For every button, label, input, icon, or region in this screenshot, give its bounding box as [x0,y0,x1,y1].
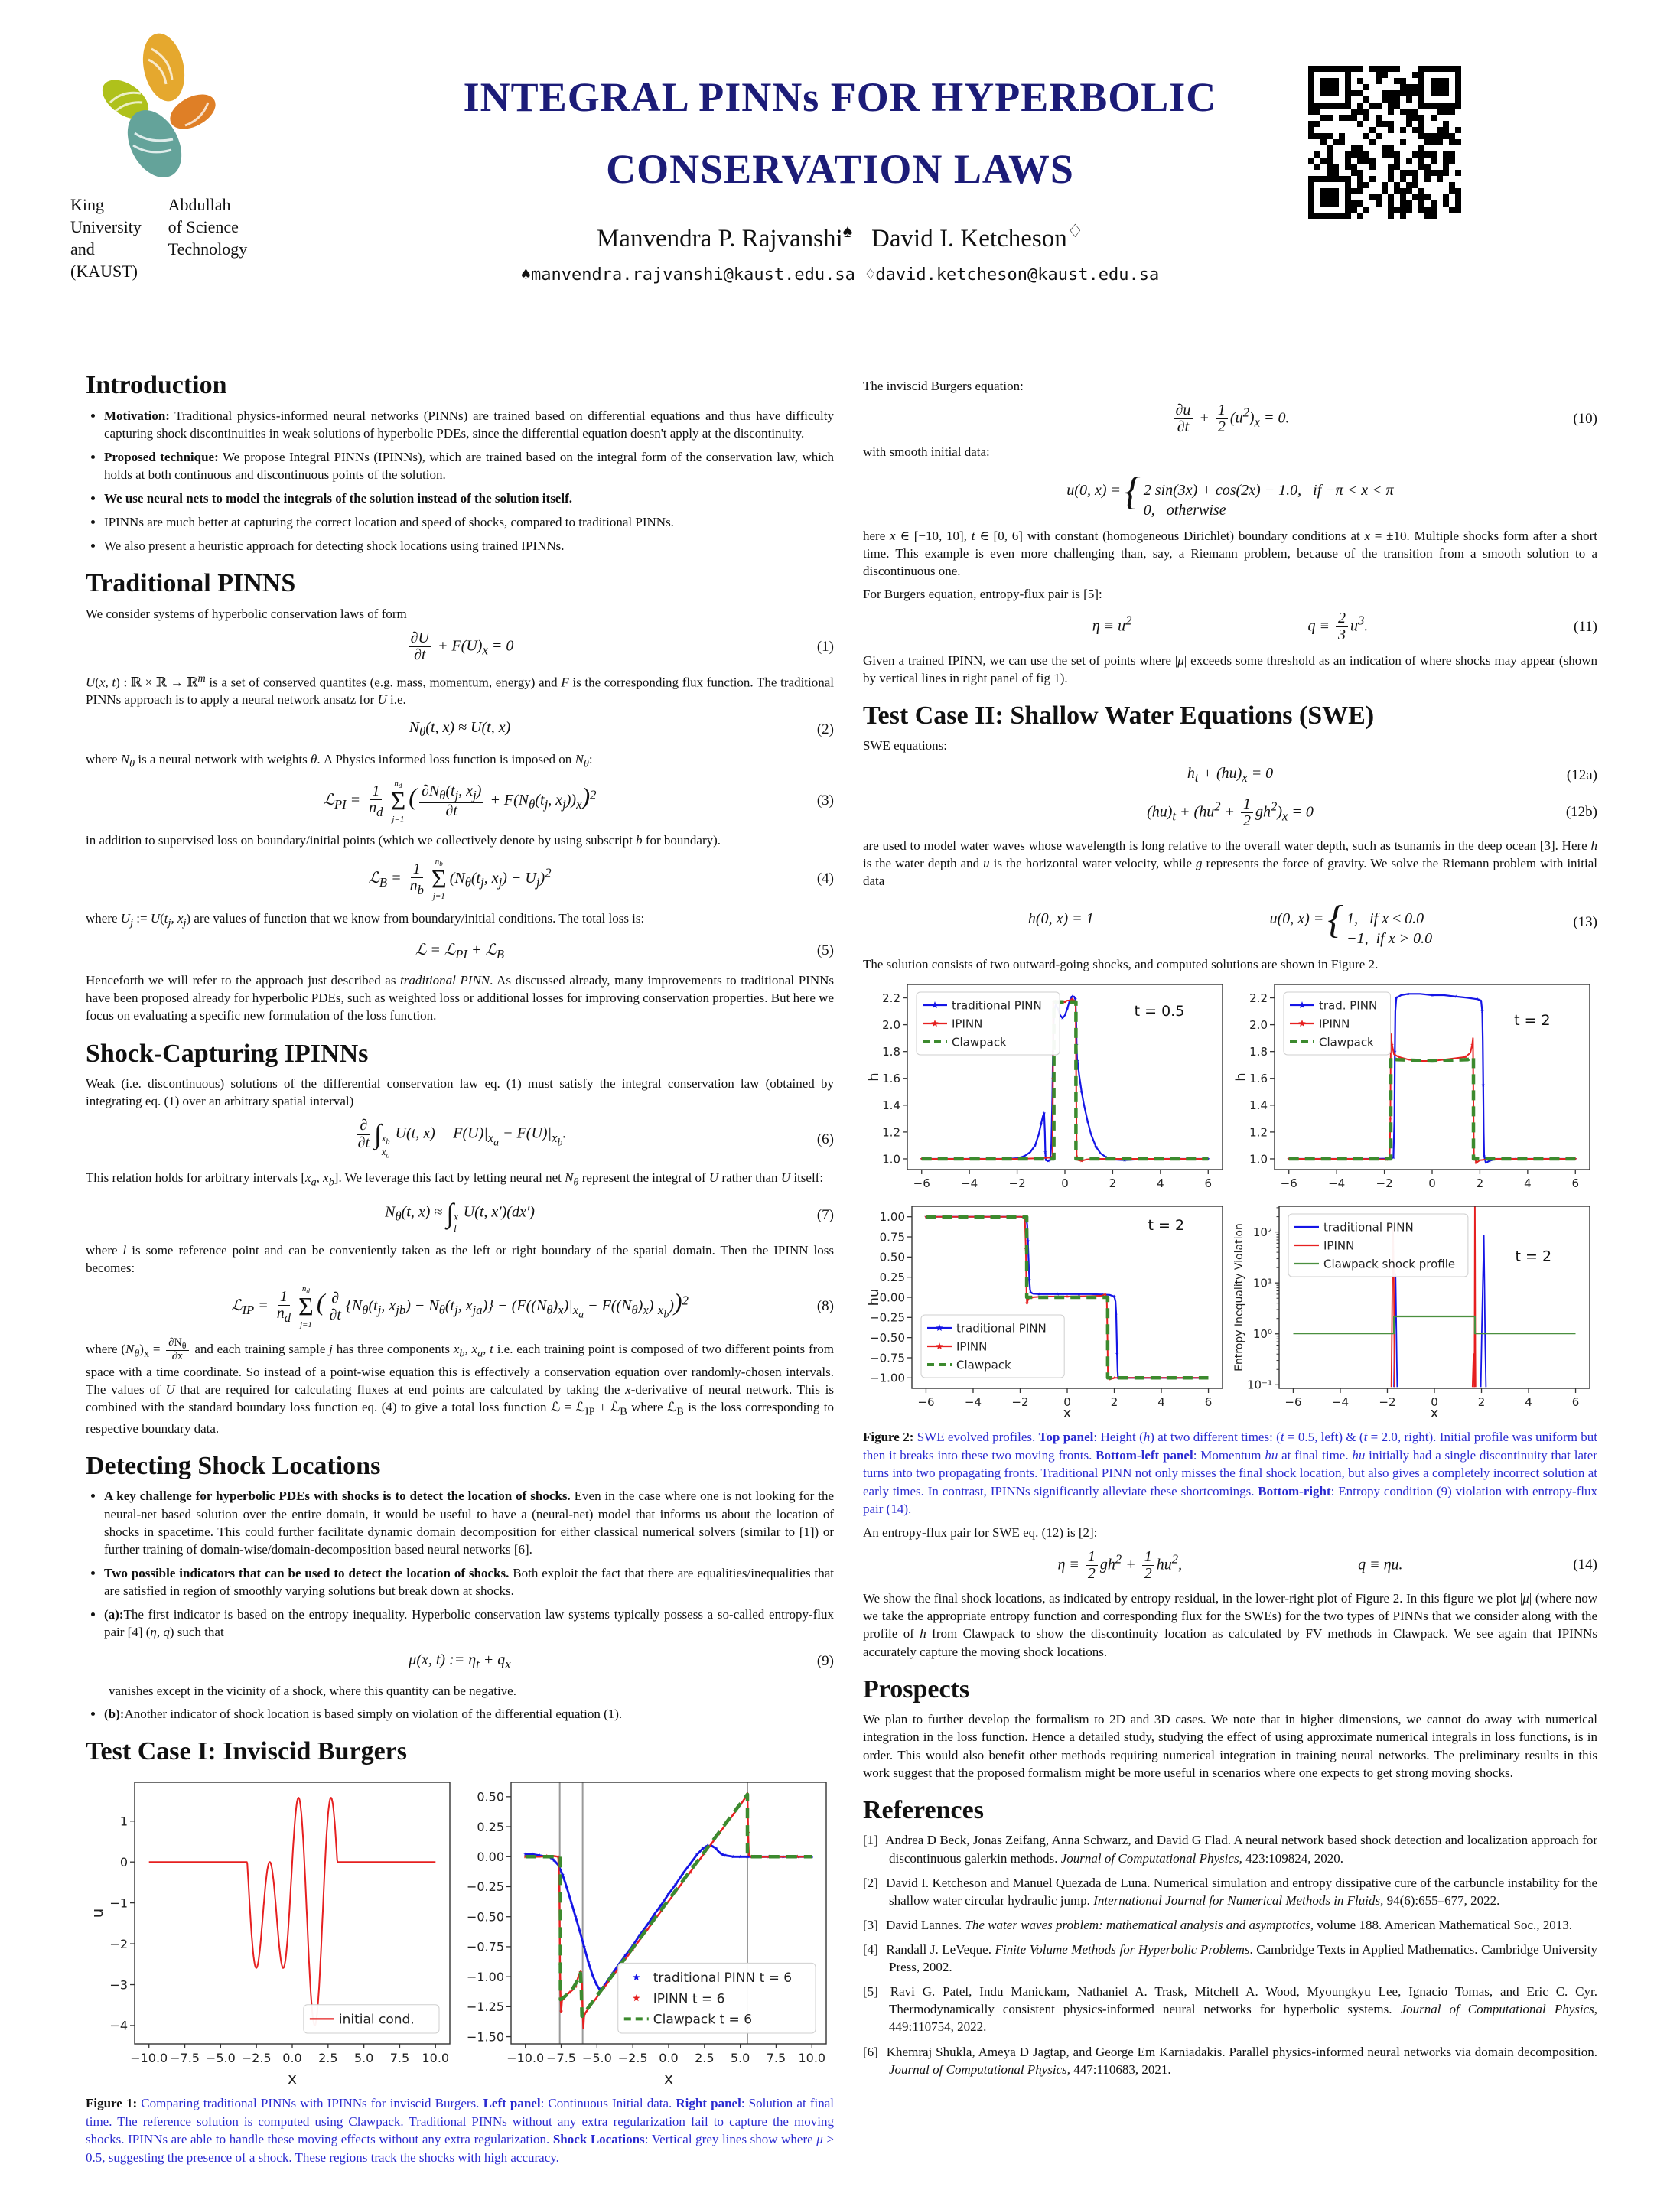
svg-text:t = 2: t = 2 [1148,1217,1185,1235]
svg-text:−2: −2 [109,1937,128,1952]
svg-text:4: 4 [1524,1176,1532,1191]
equation: ℒ = ℒ$_{PI}$ + ℒ$_B$ (5) [415,941,834,962]
paragraph: where l is some reference point and can be conveniently taken as the left or right boundary of the spatial domain. Then the IPINN loss becomes: [86,1242,835,1275]
svg-text:10.0: 10.0 [422,2051,450,2066]
svg-text:−5.0: −5.0 [205,2051,236,2066]
svg-text:−4: −4 [1331,1395,1350,1410]
svg-text:1.00: 1.00 [879,1210,905,1225]
test-case-1-heading: Test Case I: Inviscid Burgers [86,1737,407,1766]
reference-item: [1] Andrea D Beck, Jonas Zeifang, Anna Schwarz, and David G Flad. A neural network based shock detection and localization approach for discontinuous galerkin methods. Journal of Computational Physics, 423:109824, 2020. [863,1833,1597,1866]
paragraph: The solution consists of two outward-going shocks, and computed solutions are shown in Figure 2. [863,957,1379,972]
figure1-initial-condition-chart [86,1773,457,2088]
svg-text:−0.75: −0.75 [466,1939,504,1954]
svg-text:1.6: 1.6 [882,1072,900,1086]
svg-text:−1.50: −1.50 [466,2029,504,2045]
svg-text:−1: −1 [109,1895,128,1911]
equation: u(0, x) = { 2 sin(3x) + cos(2x) − 1.0, if −π < x < π 0, otherwise [1066,469,1394,519]
svg-text:−0.50: −0.50 [466,1909,504,1925]
svg-text:1: 1 [119,1814,128,1829]
figure2-entropy-violation-chart [1230,1200,1596,1422]
column-left [86,372,834,2166]
paragraph: We consider systems of hyperbolic conservation laws of form [86,607,407,622]
svg-text:2.0: 2.0 [882,1018,900,1033]
svg-text:0.75: 0.75 [879,1230,905,1245]
svg-text:2.2: 2.2 [882,991,900,1006]
svg-text:−1.00: −1.00 [466,1970,504,1985]
svg-text:2.0: 2.0 [1249,1018,1268,1033]
svg-text:t = 0.5: t = 0.5 [1134,1003,1185,1020]
svg-text:t = 2: t = 2 [1515,1248,1552,1265]
prospects-section [863,1710,1597,1781]
svg-text:4: 4 [1525,1395,1532,1410]
figure-2 [863,978,1597,1422]
svg-text:Clawpack: Clawpack [956,1358,1011,1372]
paragraph: where $(N_\theta)_x$ = $\frac{\partial N_\theta}{\partial x}$ and each training sample j has three components $x_b$, $x_a$, t i.e. each training point is composed of two different points from space with a time coordinate. So instead of a point-wise equation this is effectively a conservation equation over randomly-chosen intervals. The values of U that are required for calculating fluxes at end points are calculated by taking the x-derivative of neural network. This is combined with the standard boundary loss function eq. (4) to give a total loss function ℒ = ℒ$_{IP}$ + ℒ$_B$ where ℒ$_B$ is the loss corresponding to respective boundary data. [86,1336,835,1436]
paragraph: U(x, t) : ℝ × ℝ → ℝ$^m$ is a set of conserved quantites (e.g. mass, momentum, energy) and F is the corresponding flux function. The traditional PINNs approach is to apply a neural network ansatz for U i.e. [86,672,835,708]
bullet-item: • We also present a heuristic approach for detecting shock locations using trained IPINNs. [104,537,834,555]
svg-text:−2: −2 [1011,1395,1029,1410]
equation: ℒ$_B$ = $\frac{1}{n_b}$ $n_b$ Σ j=1 ($N_\theta(t_j$, $x_j) - U_j)^2$ (4) [368,856,834,902]
prospects-heading: Prospects [863,1674,970,1704]
svg-text:initial cond.: initial cond. [338,2012,415,2028]
logo-word: of Science [168,217,239,237]
svg-text:10²: 10² [1252,1225,1272,1240]
traditional-pinns-section [86,605,834,1024]
svg-text:7.5: 7.5 [389,2051,410,2066]
figure2-momentum-chart [863,1200,1229,1422]
svg-text:7.5: 7.5 [766,2051,786,2066]
equation: ∂ ∂t ∫ $x_b$ $x_a$ U(t, $x) = F(U)|_{x_a} - F(U)|_{x_b}$. (6) [357,1117,834,1160]
figure2-height-t05-chart [863,978,1229,1200]
entropy-flux-section [863,1524,1597,1661]
svg-text:traditional PINN t = 6: traditional PINN t = 6 [653,1970,793,1987]
figure1-final-solution-chart [457,1773,832,2088]
shock-capturing-ipinns-heading: Shock-Capturing IPINNs [86,1039,369,1068]
bullet-list [104,1487,834,1641]
detecting-shock-locations-section [86,1487,834,1723]
svg-text:traditional PINN: traditional PINN [1323,1220,1414,1235]
bullet-item: • Motivation: Traditional physics-informed neural networks (PINNs) are trained based on differential equations and thus have difficulty capturing shock discontinuities in weak solutions of hyperbolic PDEs, since the differential equation doesn't apply at the discontinuity. [104,407,834,442]
svg-text:0: 0 [1063,1395,1071,1410]
svg-text:0.0: 0.0 [659,2051,679,2066]
svg-text:IPINN: IPINN [952,1017,983,1031]
logo-word: University [70,217,142,237]
svg-text:−1.25: −1.25 [466,2000,504,2015]
svg-text:traditional PINN: traditional PINN [956,1321,1047,1336]
figure-1 [86,1773,834,2088]
kaust-logo [70,29,262,282]
svg-text:0: 0 [1061,1176,1069,1191]
bullet-item: • Proposed technique: We propose Integral PINNs (IPINNs), which are trained based on the integral form of the conservation law, which holds at both continuous and discontinuous points of the solution. [104,448,834,483]
svg-text:2.5: 2.5 [318,2051,338,2066]
shock-capturing-ipinns-section [86,1075,834,1437]
paragraph: For Burgers equation, entropy-flux pair is [5]: [863,587,1102,602]
svg-text:1.0: 1.0 [1249,1152,1268,1167]
equation: $N_\theta(t$, x) ≈ U(t, x) (2) [409,719,834,739]
svg-text:u: u [88,1908,106,1918]
equation: $\frac{\partial u}{\partial t}$ + $\frac{1}{2}$ $(u^2)_x = 0$. (10) [863,402,1597,435]
bullet-item: • IPINNs are much better at capturing the correct location and speed of shocks, compared to traditional PINNs. [104,513,834,531]
svg-text:x: x [664,2069,673,2088]
poster-header [0,0,1680,367]
svg-text:Clawpack: Clawpack [1319,1035,1374,1049]
reference-item: [4] Randall J. LeVeque. Finite Volume Methods for Hyperbolic Problems. Cambridge Texts in Applied Mathematics. Cambridge University Press, 2002. [863,1941,1597,1975]
references-list [863,1831,1597,2078]
svg-text:10⁰: 10⁰ [1252,1327,1272,1342]
svg-text:10.0: 10.0 [798,2051,826,2066]
figure-2-caption: Figure 2: SWE evolved profiles. Top panel: Height (h) at two different times: (t = 0.5, left) & (t = 2.0, right). Initial profile was uniform but then it breaks into these two moving fronts. Bottom-left panel: Momentum hu at final time. hu initially had a single discontinuity that later turns into two propagating fronts. Traditional PINN not only misses the final shock location, but also gives a completely incorrect solution at early times. In contrast, IPINNs significantly alleviate these shortcomings. Bottom-right: Entropy condition (9) violation with entropy-flux pair (14). [863,1430,1597,1517]
svg-text:−1.00: −1.00 [870,1372,905,1386]
paragraph: here x ∈ [−10, 10], t ∈ [0, 6] with constant (homogeneous Dirichlet) boundary conditions at x = ±10. Multiple shocks form after a short time. This example is even more challenging than, say, a Riemann problem, because of the transition from a smooth solution to a discontinuous one. [863,528,1597,578]
paragraph: We plan to further develop the formalism to 2D and 3D cases. We note that in higher dimensions, we cannot do away with numerical integration in the loss function. Hence a detailed study, studying the effect of using approximate numerical integrals in loss functions, is in order. This would also benefit other methods requiring numerical integration in training neural networks. The preliminary results in this work suggest that the proposed formalism might be more useful in scenarios where one expects to get strong moving shocks. [863,1712,1597,1780]
svg-text:x: x [1430,1405,1439,1422]
svg-text:10¹: 10¹ [1252,1277,1272,1291]
svg-text:2: 2 [1109,1176,1117,1191]
svg-text:−4: −4 [109,2018,128,2033]
svg-text:0: 0 [1431,1395,1438,1410]
svg-text:10⁻¹: 10⁻¹ [1246,1378,1272,1393]
reference-item: [3] David Lannes. The water waves problem: mathematical analysis and asymptotics, volume 188. American Mathematical Soc., 2013. [863,1917,1573,1932]
svg-text:−5.0: −5.0 [581,2051,612,2066]
svg-text:−2: −2 [1008,1176,1026,1191]
paragraph: where $U_j$ := $U(t_j$, $x_j$) are values of function that we know from boundary/initial conditions. The total loss is: [86,910,645,929]
equation: $\frac{\partial U}{\partial t}$ + $F(U)_x = 0$ (1) [86,630,834,663]
svg-text:−6: −6 [913,1176,930,1191]
paragraph: SWE equations: [863,738,948,753]
svg-text:0: 0 [119,1855,128,1870]
svg-text:6: 6 [1204,1176,1213,1191]
svg-text:−7.5: −7.5 [170,2051,200,2066]
svg-text:0.0: 0.0 [282,2051,302,2066]
svg-text:−2: −2 [1379,1395,1396,1410]
svg-text:1.8: 1.8 [1249,1045,1268,1059]
svg-text:trad. PINN: trad. PINN [1319,998,1378,1013]
svg-text:0.50: 0.50 [477,1789,504,1804]
equation: h(0, x) = 1 u(0, x) = { 1, if x ≤ 0.0 −1, if x > 0.0 (13) [1027,898,1597,948]
svg-text:−2.5: −2.5 [241,2051,272,2066]
svg-text:Clawpack shock profile: Clawpack shock profile [1323,1257,1456,1271]
paragraph: are used to model water waves whose wavelength is long relative to the overall water depth, such as tsunamis in the deep ocean [3]. Here h is the water depth and u is the horizontal water velocity, while g represents the force of gravity. We solve the Riemann problem with initial data [863,838,1597,889]
logo-word: (KAUST) [70,262,138,281]
equation: ℒ$_{IP}$ = $\frac{1}{n_d}$ $n_d$ Σ j=1 ( ∂ ∂t {$N_\theta(t_j$, $x_{jb}) - N_\theta(t_j$, $x_{ja})\} - (F((N_\theta)_x)|_{x_a} - F((N_\theta)_x)|_{x_b}))^2$ (8) [231,1284,834,1329]
svg-text:t = 2: t = 2 [1514,1012,1551,1030]
page-title [291,76,1389,190]
svg-text:−4: −4 [964,1395,982,1410]
svg-text:Clawpack: Clawpack [952,1035,1007,1049]
svg-text:hu: hu [866,1289,882,1307]
emails-line: ♠manvendra.rajvanshi@kaust.edu.sa ♢david.ketcheson@kaust.edu.sa [520,265,1160,285]
paragraph: We show the final shock locations, as indicated by entropy residual, in the lower-right plot of Figure 2. In this figure we plot |μ| (where now we take the appropriate entropy function and corresponding flux for the SWEs) for the two types of PINNs that we consider along with the profile of h from Clawpack to show the discontinuity location as calculated by FV methods in Clawpack. We see again that IPINNs accurately capture the moving shock locations. [863,1591,1597,1659]
paragraph: Given a trained IPINN, we can use the set of points where |μ| exceeds some threshold as an indication of where shocks may appear (shown by vertical lines in right panel of fig 1). [863,652,1597,685]
svg-text:1.2: 1.2 [882,1125,900,1140]
svg-text:−10.0: −10.0 [130,2051,168,2066]
svg-text:−0.25: −0.25 [466,1879,504,1895]
svg-text:1.0: 1.0 [882,1152,900,1167]
svg-text:6: 6 [1204,1395,1213,1410]
svg-text:4: 4 [1157,1176,1164,1191]
logo-word: and [70,239,95,259]
svg-text:6: 6 [1571,1176,1580,1191]
svg-text:0.00: 0.00 [477,1850,504,1865]
svg-text:IPINN: IPINN [1319,1017,1350,1031]
paragraph: Weak (i.e. discontinuous) solutions of the differential conservation law eq. (1) must satisfy the integral conservation law (obtained by integrating eq. (1) over an arbitrary spatial interval) [86,1076,834,1109]
reference-item: [6] Khemraj Shukla, Ameya D Jagtap, and George Em Karniadakis. Parallel physics-informed neural networks via domain decomposition. Journal of Computational Physics, 447:110683, 2021. [863,2044,1597,2077]
bullet-item: • (b):Another indicator of shock location is based simply on violation of the differential equation (1). [104,1705,834,1723]
svg-text:−4: −4 [961,1176,978,1191]
svg-text:−6: −6 [917,1395,935,1410]
svg-text:2: 2 [1477,1395,1486,1410]
svg-text:0.00: 0.00 [879,1290,905,1305]
svg-text:h: h [866,1072,882,1082]
svg-text:−6: −6 [1280,1176,1297,1191]
paragraph: This relation holds for arbitrary intervals [$x_a$, $x_b$]. We leverage this fact by letting neural net $N_\theta$ represent the integral of U rather than U itself: [86,1170,824,1189]
svg-text:−6: −6 [1284,1395,1302,1410]
svg-text:−0.75: −0.75 [870,1351,905,1365]
paragraph: with smooth initial data: [863,444,990,460]
authors-line: Manvendra P. Rajvanshi♠ David I. Ketcheson♢ [596,222,1084,252]
logo-word [168,260,262,282]
bullet-item: • A key challenge for hyperbolic PDEs with shocks is to detect the location of shocks. Even in the case where one is not looking for the neural-net based solution over the entire domain, it would be useful to have a (neural-net) model that informs us about the location of shocks in spacetime. This could further facilitate dynamic domain decomposition for either classical numerical solvers (similar to [1]) or further training of domain-wise/domain-decomposition based neural networks [6]. [104,1487,834,1557]
paragraph: Henceforth we will refer to the approach just described as traditional PINN. As discussed already, many improvements to traditional PINNs have been proposed already for hyperbolic PDEs, such as weighted loss or additional losses for improving conservation properties. But here we focus on evaluating a specific new formulation of the loss function. [86,973,834,1023]
svg-text:5.0: 5.0 [353,2051,374,2066]
column-right [863,372,1597,2085]
equation: $N_\theta(t$, x) ≈ ∫ x l U(t, x′)(dx′) (7) [385,1198,834,1234]
test-case-2-heading: Test Case II: Shallow Water Equations (SWE) [863,701,1375,730]
svg-text:2.5: 2.5 [695,2051,715,2066]
paragraph: where $N_\theta$ is a neural network with weights θ. A Physics informed loss function is imposed on $N_\theta$: [86,751,593,770]
bullet-item: • Two possible indicators that can be used to detect the location of shocks. Both exploit the fact that there are equalities/inequalities that are satisfied in region of smoothly varying solutions but break down at shocks. [104,1564,834,1599]
svg-text:−2: −2 [1376,1176,1393,1191]
svg-text:4: 4 [1157,1395,1165,1410]
equation: μ(x, t) := $\eta_t + q_x$ (9) [409,1651,834,1671]
svg-text:1.4: 1.4 [1249,1098,1268,1113]
equation: $\eta \equiv u^2$ q ≡ $\frac{2}{3}$ $u^3$. (11) [1092,610,1597,644]
svg-text:−0.50: −0.50 [870,1331,905,1346]
svg-text:−2.5: −2.5 [617,2051,648,2066]
logo-word: Abdullah [168,195,231,214]
svg-text:1.8: 1.8 [882,1045,900,1059]
svg-text:6: 6 [1571,1395,1580,1410]
svg-text:−4: −4 [1328,1176,1346,1191]
bullet-item: • (a):The first indicator is based on the entropy inequality. Hyperbolic conservation law systems typically possess a so-called entropy-flux pair [4] (η, q) such that [104,1606,834,1641]
detecting-shock-locations-heading: Detecting Shock Locations [86,1451,381,1480]
logo-word: King [70,195,104,214]
title-line-2: CONSERVATION LAWS [606,146,1074,192]
kaust-logo-mark [70,29,246,187]
introduction-heading: Introduction [86,371,227,399]
svg-text:IPINN: IPINN [956,1339,988,1354]
svg-text:2: 2 [1476,1176,1484,1191]
svg-text:−3: −3 [109,1977,128,1993]
svg-text:0.25: 0.25 [477,1819,504,1834]
svg-text:h: h [1233,1072,1249,1082]
equation: $h_t + (hu)_x = 0$ (12a) [1187,765,1597,786]
bullet-list [104,407,834,555]
figure2-height-t2-chart [1230,978,1596,1200]
traditional-pinns-heading: Traditional PINNS [86,569,296,598]
reference-item: [5] Ravi G. Patel, Indu Manickam, Nathaniel A. Trask, Mitchell A. Wood, Myoungkyu Lee, Ignacio Tomas, and Eric C. Cyr. Thermodynamically consistent physics-informed neural networks for hyperbolic systems. Journal of Computational Physics, 449:110754, 2022. [863,1984,1598,2035]
svg-text:−0.25: −0.25 [870,1311,905,1326]
svg-text:x: x [1063,1405,1072,1422]
introduction-section [86,407,834,555]
svg-text:0.50: 0.50 [879,1251,905,1265]
paragraph: in addition to supervised loss on boundary/initial points (which we collectively denote by using subscript b for boundary). [86,832,721,848]
equation: ℒ$_{PI}$ = $\frac{1}{n_d}$ $n_d$ Σ j=1 ( $\frac{\partial N_\theta(t_j, x_j)}{\partial t}$ + $F(N_\theta(t_j$, $x_j))_x)^2$ (3) [323,779,834,824]
bullet-item: • We use neural nets to model the integrals of the solution instead of the solution itself. [104,490,834,507]
svg-text:1.2: 1.2 [1249,1125,1268,1140]
svg-text:−7.5: −7.5 [546,2051,576,2066]
equation: η ≡ $\frac{1}{2}$ $gh^2$ + $\frac{1}{2}$ $hu^2$, q ≡ ηu. (14) [1057,1547,1597,1582]
svg-text:traditional PINN: traditional PINN [952,998,1042,1013]
svg-text:0: 0 [1428,1176,1436,1191]
title-line-1: INTEGRAL PINNs FOR HYPERBOLIC [463,74,1217,120]
equation: $(hu)_t + (hu^2$ + $\frac{1}{2}$ $gh^2)_x = 0$ (12b) [1147,795,1597,829]
svg-text:5.0: 5.0 [730,2051,750,2066]
paragraph: The inviscid Burgers equation: [863,379,1024,393]
svg-text:1.6: 1.6 [1249,1072,1268,1086]
svg-text:IPINN: IPINN [1323,1238,1355,1253]
paragraph: vanishes except in the vicinity of a shock, where this quantity can be negative. [109,1684,516,1699]
svg-text:2: 2 [1110,1395,1118,1410]
svg-text:IPINN t = 6: IPINN t = 6 [653,1991,725,2007]
kaust-logo-text [70,194,262,282]
svg-text:0.25: 0.25 [879,1271,905,1285]
bullet-list [104,1705,834,1723]
figure-1-caption: Figure 1: Comparing traditional PINNs with IPINNs for inviscid Burgers. Left panel: Continuous Initial data. Right panel: Solution at final time. The reference solution is computed using Clawpack. Traditional PINNs without any extra regularization fail to capture the moving shocks. IPINNs are able to handle these moving effects without any extra regularization. Shock Locations: Vertical grey lines show where μ > 0.5, suggesting the presence of a shock. These regions track the shocks with high accuracy. [86,2096,835,2165]
logo-word: Technology [168,239,248,259]
references-heading: References [863,1795,984,1824]
burgers-details-section [863,377,1597,687]
swe-section [863,737,1597,973]
svg-text:Entropy Inequality Violation: Entropy Inequality Violation [1233,1223,1245,1372]
svg-text:−10.0: −10.0 [506,2051,545,2066]
svg-text:Clawpack t = 6: Clawpack t = 6 [653,2012,753,2028]
reference-item: [2] David I. Ketcheson and Manuel Quezada de Luna. Numerical simulation and entropy dissipative cure of the carbuncle instability for the shallow water circular hydraulic jump. International Journal for Numerical Methods in Fluids, 94(6):655–677, 2022. [863,1875,1597,1908]
svg-text:1.4: 1.4 [882,1098,900,1113]
svg-text:x: x [288,2069,297,2088]
paragraph: An entropy-flux pair for SWE eq. (12) is [2]: [863,1525,1098,1540]
svg-text:2.2: 2.2 [1249,991,1268,1006]
qr-code [1302,60,1467,225]
